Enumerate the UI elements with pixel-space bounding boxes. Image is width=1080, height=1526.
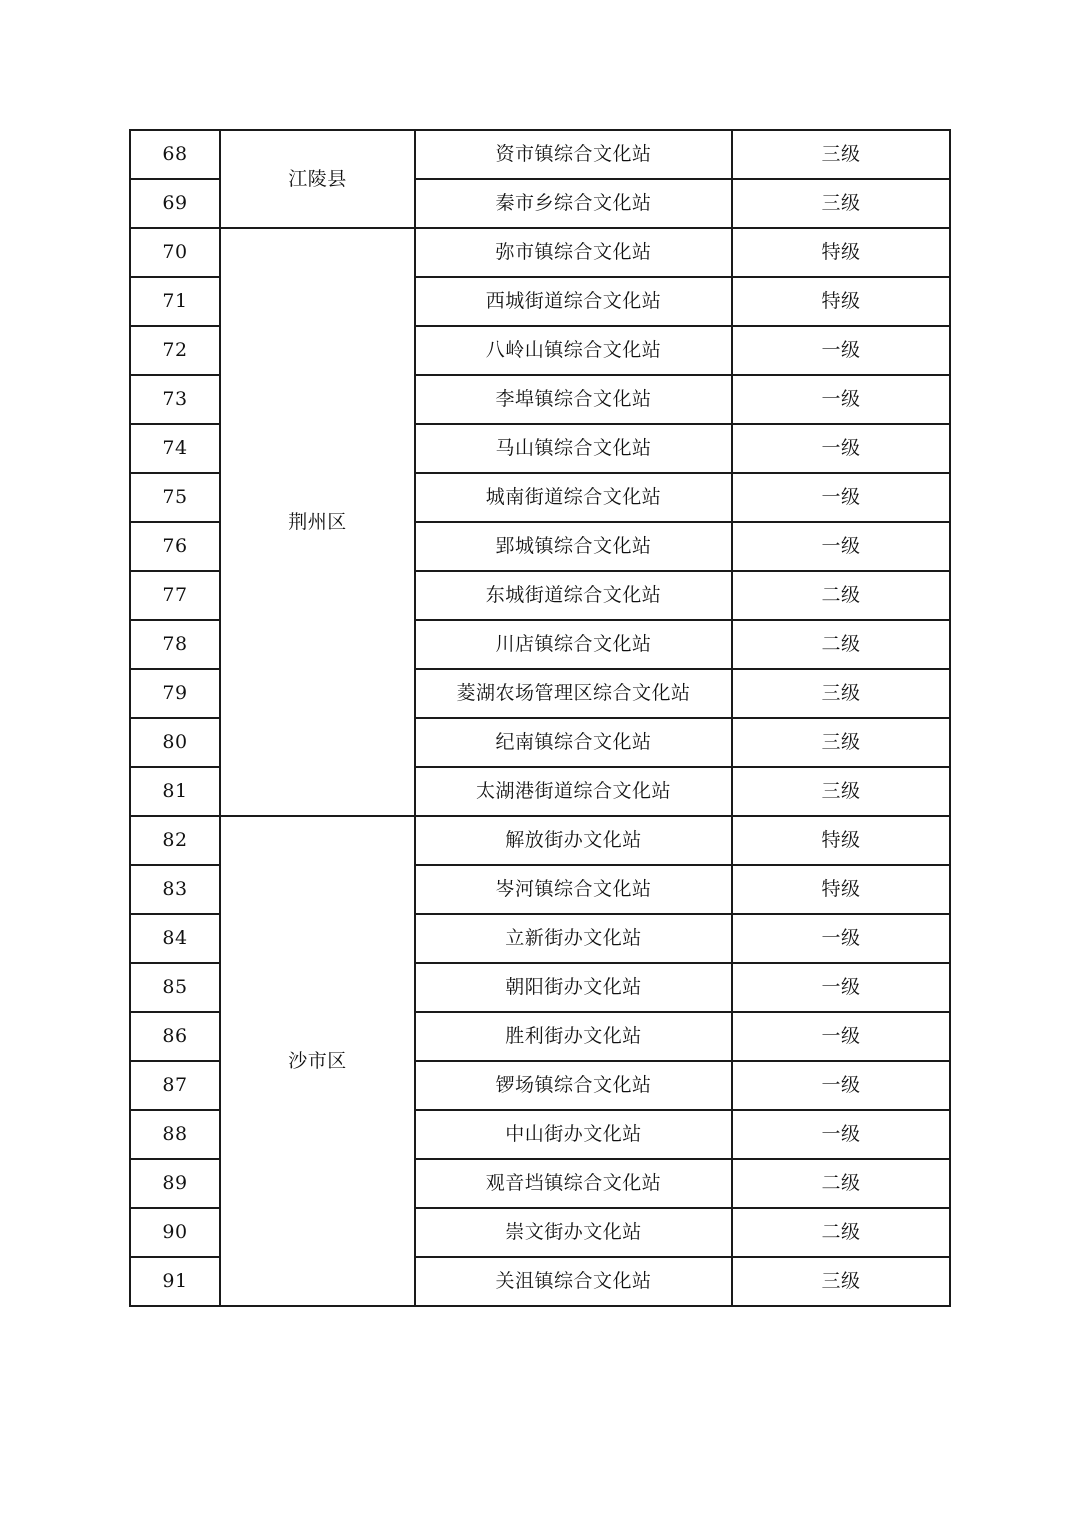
row-number-cell: 76 bbox=[130, 522, 220, 571]
station-level-cell: 特级 bbox=[732, 816, 950, 865]
county-cell: 荆州区 bbox=[220, 228, 415, 816]
station-name-cell: 李埠镇综合文化站 bbox=[415, 375, 732, 424]
county-cell: 沙市区 bbox=[220, 816, 415, 1306]
row-number-cell: 85 bbox=[130, 963, 220, 1012]
station-level-cell: 一级 bbox=[732, 522, 950, 571]
row-number-cell: 69 bbox=[130, 179, 220, 228]
station-level-cell: 二级 bbox=[732, 1159, 950, 1208]
station-level-cell: 三级 bbox=[732, 179, 950, 228]
station-level-cell: 一级 bbox=[732, 1110, 950, 1159]
station-level-cell: 二级 bbox=[732, 571, 950, 620]
station-name-cell: 立新街办文化站 bbox=[415, 914, 732, 963]
row-number-cell: 84 bbox=[130, 914, 220, 963]
station-level-cell: 二级 bbox=[732, 1208, 950, 1257]
station-name-cell: 关沮镇综合文化站 bbox=[415, 1257, 732, 1306]
row-number-cell: 83 bbox=[130, 865, 220, 914]
row-number-cell: 87 bbox=[130, 1061, 220, 1110]
table-body bbox=[130, 130, 950, 1306]
row-number-cell: 88 bbox=[130, 1110, 220, 1159]
station-name-cell: 菱湖农场管理区综合文化站 bbox=[415, 669, 732, 718]
row-number-cell: 89 bbox=[130, 1159, 220, 1208]
station-name-cell: 秦市乡综合文化站 bbox=[415, 179, 732, 228]
station-level-cell: 三级 bbox=[732, 130, 950, 179]
row-number-cell: 77 bbox=[130, 571, 220, 620]
station-name-cell: 岑河镇综合文化站 bbox=[415, 865, 732, 914]
row-number-cell: 68 bbox=[130, 130, 220, 179]
row-number-cell: 86 bbox=[130, 1012, 220, 1061]
table-row bbox=[130, 130, 950, 179]
row-number-cell: 82 bbox=[130, 816, 220, 865]
station-name-cell: 西城街道综合文化站 bbox=[415, 277, 732, 326]
station-level-cell: 一级 bbox=[732, 473, 950, 522]
row-number-cell: 74 bbox=[130, 424, 220, 473]
station-level-cell: 三级 bbox=[732, 718, 950, 767]
row-number-cell: 72 bbox=[130, 326, 220, 375]
station-level-cell: 一级 bbox=[732, 1012, 950, 1061]
station-level-cell: 一级 bbox=[732, 375, 950, 424]
station-level-cell: 特级 bbox=[732, 228, 950, 277]
station-level-cell: 三级 bbox=[732, 669, 950, 718]
station-name-cell: 马山镇综合文化站 bbox=[415, 424, 732, 473]
row-number-cell: 70 bbox=[130, 228, 220, 277]
county-cell: 江陵县 bbox=[220, 130, 415, 228]
station-level-cell: 一级 bbox=[732, 914, 950, 963]
culture-station-table bbox=[129, 129, 951, 1307]
row-number-cell: 79 bbox=[130, 669, 220, 718]
station-name-cell: 郢城镇综合文化站 bbox=[415, 522, 732, 571]
station-name-cell: 朝阳街办文化站 bbox=[415, 963, 732, 1012]
row-number-cell: 90 bbox=[130, 1208, 220, 1257]
station-level-cell: 一级 bbox=[732, 326, 950, 375]
station-name-cell: 城南街道综合文化站 bbox=[415, 473, 732, 522]
station-level-cell: 一级 bbox=[732, 1061, 950, 1110]
station-name-cell: 弥市镇综合文化站 bbox=[415, 228, 732, 277]
station-name-cell: 解放街办文化站 bbox=[415, 816, 732, 865]
station-name-cell: 资市镇综合文化站 bbox=[415, 130, 732, 179]
row-number-cell: 80 bbox=[130, 718, 220, 767]
table-row bbox=[130, 816, 950, 865]
station-level-cell: 一级 bbox=[732, 424, 950, 473]
station-name-cell: 东城街道综合文化站 bbox=[415, 571, 732, 620]
station-level-cell: 特级 bbox=[732, 277, 950, 326]
row-number-cell: 73 bbox=[130, 375, 220, 424]
station-name-cell: 中山街办文化站 bbox=[415, 1110, 732, 1159]
station-name-cell: 八岭山镇综合文化站 bbox=[415, 326, 732, 375]
station-name-cell: 崇文街办文化站 bbox=[415, 1208, 732, 1257]
station-level-cell: 一级 bbox=[732, 963, 950, 1012]
row-number-cell: 91 bbox=[130, 1257, 220, 1306]
station-name-cell: 纪南镇综合文化站 bbox=[415, 718, 732, 767]
table-row bbox=[130, 228, 950, 277]
row-number-cell: 81 bbox=[130, 767, 220, 816]
station-name-cell: 锣场镇综合文化站 bbox=[415, 1061, 732, 1110]
station-level-cell: 二级 bbox=[732, 620, 950, 669]
row-number-cell: 75 bbox=[130, 473, 220, 522]
station-name-cell: 太湖港街道综合文化站 bbox=[415, 767, 732, 816]
station-level-cell: 三级 bbox=[732, 767, 950, 816]
row-number-cell: 71 bbox=[130, 277, 220, 326]
station-level-cell: 三级 bbox=[732, 1257, 950, 1306]
row-number-cell: 78 bbox=[130, 620, 220, 669]
station-name-cell: 胜利街办文化站 bbox=[415, 1012, 732, 1061]
station-level-cell: 特级 bbox=[732, 865, 950, 914]
station-name-cell: 川店镇综合文化站 bbox=[415, 620, 732, 669]
station-name-cell: 观音垱镇综合文化站 bbox=[415, 1159, 732, 1208]
